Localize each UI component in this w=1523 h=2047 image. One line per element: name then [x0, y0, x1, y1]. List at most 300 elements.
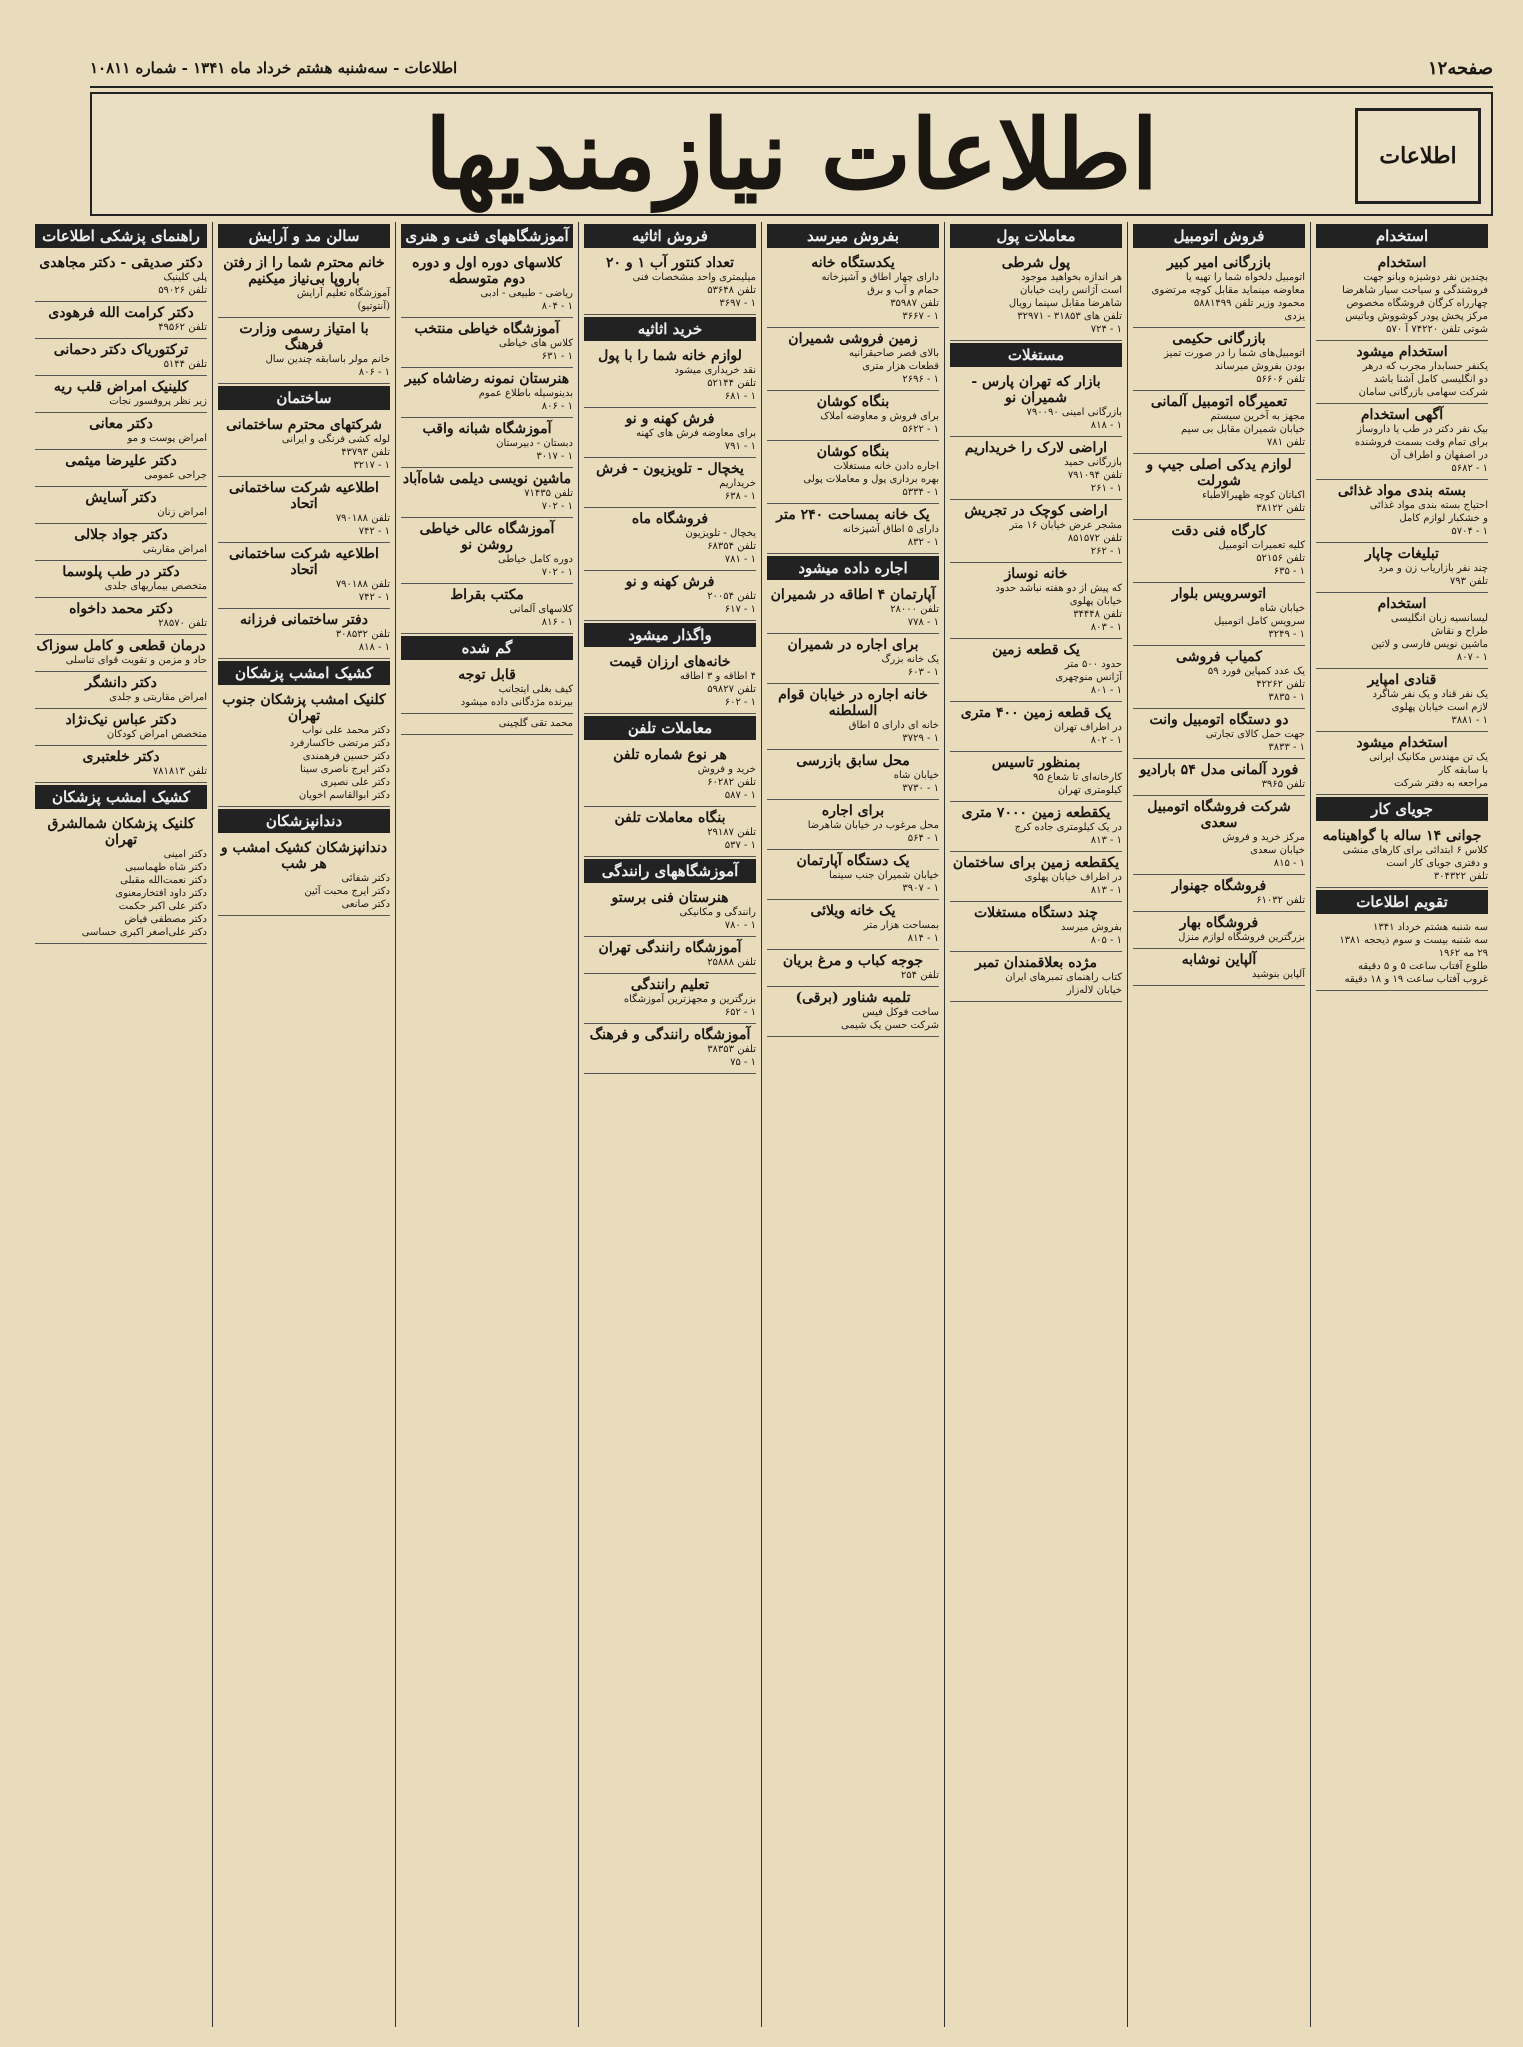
ad-body [1316, 271, 1488, 336]
ad-line: ۴ اطاقه و ۳ اطاقه [679, 671, 756, 682]
ad-line: ۱ - ۷۲۴ [1090, 324, 1122, 335]
ad-body [584, 1043, 756, 1069]
ad-body [767, 460, 939, 499]
ad-line: ۱ - ۷۸۱ [724, 554, 756, 565]
ad-line: خیابان شاه [1259, 603, 1305, 614]
ad-line: آژانس منوچهری [1055, 672, 1122, 683]
ad-line: ۱ - ۳۸۳۳ [1268, 742, 1305, 753]
classified-ad [950, 952, 1122, 1002]
ad-line: مرکز خرید و فروش [1222, 832, 1305, 843]
ad-line: تلفن ۵۱۴۴ [163, 359, 207, 370]
ad-title: فرش کهنه و نو [625, 411, 715, 427]
ad-body [1133, 665, 1305, 704]
classified-ad [584, 744, 756, 807]
classified-ad [767, 391, 939, 441]
ad-title: اطلاعیه شرکت ساختمانی اتحاد [229, 546, 379, 578]
ad-body [584, 427, 756, 453]
ad-line: ۱ - ۸۰۷ [1456, 652, 1488, 663]
classified-ad [35, 487, 207, 524]
ad-title: آپارتمان ۴ اطاقه در شمیران [770, 587, 936, 603]
ad-body [218, 578, 390, 604]
ad-line: بیرنده مژدگانی داده میشود [460, 697, 573, 708]
ad-line: خیابان شمیران مقابل بی سیم [1181, 424, 1305, 435]
issue-line: اطلاعات - سه‌شنبه هشتم خرداد ماه ۱۳۴۱ - شماره ۱۰۸۱۱ [90, 59, 458, 77]
classified-ad [584, 887, 756, 937]
ad-body [35, 506, 207, 519]
ad-body [35, 654, 207, 667]
ad-title: تعداد کنتور آب ۱ و ۲۰ [605, 255, 734, 271]
ad-title: اتوسرویس بلوار [1171, 586, 1267, 602]
ad-line: تلفن ۲۹۱۸۷ [707, 827, 756, 838]
ad-line: تلفن ۵۲۱۴۴ [707, 378, 756, 389]
ad-title: آلپاین نوشابه [1181, 952, 1257, 968]
ad-body [584, 590, 756, 616]
section-heading: راهنمای پزشکی اطلاعات [35, 224, 207, 248]
classified-ad [767, 850, 939, 900]
ad-line: جهت حمل کالای تجارتی [1205, 729, 1305, 740]
ad-title: برای اجاره در شمیران [787, 637, 919, 653]
ad-line: ریاضی - طبیعی - ادبی [480, 288, 573, 299]
ad-title: مژده بعلاقمندان تمبر [974, 955, 1097, 971]
ad-line: ۱ - ۷۸۰ [724, 920, 756, 931]
classified-ad [1316, 341, 1488, 404]
ad-line: اتومبیل‌های شما را در صورت تمیز [1164, 348, 1305, 359]
classified-ad [1133, 875, 1305, 912]
ad-line: ۱ - ۵۶۴ [907, 833, 939, 844]
ad-title: دفتر ساختمانی فرزانه [240, 612, 368, 628]
classified-ad [584, 508, 756, 571]
ad-title: کارگاه فنی دقت [1171, 523, 1267, 539]
ad-title: یکقطعه زمین برای ساختمان [952, 855, 1120, 871]
ad-line: سه شنبه بیست و سوم ذیحجه ۱۳۸۱ [1339, 935, 1488, 946]
classified-ad [584, 458, 756, 508]
classified-ad [767, 684, 939, 750]
ad-body [35, 543, 207, 556]
ad-line: بازرگانی حمید [1064, 457, 1122, 468]
ad-line: در اطراف تهران [1053, 722, 1122, 733]
ad-line: تلفن ۶۰۲۸۲ [707, 777, 756, 788]
ad-line: دکتر امینی [163, 849, 207, 860]
ad-line: تلفن ۸۵۱۵۷۲ [1067, 533, 1122, 544]
ad-body [35, 395, 207, 408]
ad-line: دکتر ایرج محبت آئین [304, 886, 390, 897]
ad-title: آموزشگاه رانندگی و فرهنگ [589, 1027, 751, 1043]
ad-line: کلاسهای آلمانی [509, 604, 573, 615]
ad-line: تلفن ۲۸۰۰۰ [890, 604, 939, 615]
ad-line: آلپاین بنوشید [1251, 969, 1305, 980]
ad-line: ۱ - ۷۹۱ [724, 441, 756, 452]
ad-title: دکتر عباس نیک‌نژاد [65, 712, 177, 728]
ad-line: تلفن ۷۹۰۱۸۸ [335, 513, 390, 524]
ad-line: مجهز به آخرین سیستم [1210, 411, 1305, 422]
column-7 [212, 222, 395, 2027]
ad-line: ۱ - ۳۶۶۷ [902, 311, 939, 322]
classified-ad [401, 252, 573, 318]
ad-title: دکتر کرامت الله فرهودی [48, 305, 194, 321]
ad-body [1316, 921, 1488, 986]
section-heading: مستغلات [950, 343, 1122, 367]
ad-line: تلفن ۷۸۱۸۱۳ [152, 766, 207, 777]
classified-ad [218, 609, 390, 659]
ad-body [401, 717, 573, 730]
ad-line: برای معاوضه فرش های کهنه [636, 428, 756, 439]
ad-body [1316, 751, 1488, 790]
ad-body [35, 848, 207, 939]
ad-line: تلفن ۵۲۱۵۶ [1256, 553, 1305, 564]
ad-line: در اطراف خیابان پهلوی [1024, 872, 1122, 883]
classified-ad [584, 408, 756, 458]
ad-title: اراضی لارک را خریداریم [964, 440, 1108, 456]
classified-ad [1133, 912, 1305, 949]
ad-title: آموزشگاه رانندگی تهران [598, 940, 742, 956]
classified-ad [35, 450, 207, 487]
ad-body [218, 353, 390, 379]
ad-line: متخصص امراض کودکان [106, 729, 207, 740]
ad-line: تلفن ۶۱۰۳۲ [1256, 895, 1305, 906]
ad-line: تلفن ۳۸۱۲۲ [1256, 503, 1305, 514]
ad-body [401, 487, 573, 513]
ad-title: اطلاعیه شرکت ساختمانی اتحاد [229, 480, 379, 512]
ad-body [767, 1006, 939, 1032]
ad-line: معاوضه مینماید مقابل کوچه مرتضوی [1151, 285, 1305, 296]
ad-line: ماشین نویس فارسی و لاتین [1371, 639, 1488, 650]
ad-title: مکتب بقراط [450, 587, 524, 603]
ad-line: ۱ - ۲۶۲ [1090, 546, 1122, 557]
ad-body [218, 628, 390, 654]
classified-ad [950, 371, 1122, 437]
ad-line: ۱ - ۳۲۴۹ [1268, 629, 1305, 640]
ad-line: تلفن ۷۹۱۰۹۴ [1067, 470, 1122, 481]
column-1 [1310, 222, 1493, 2027]
ad-line: تلفن ۷۹۰۱۸۸ [335, 579, 390, 590]
ad-line: چند نفر بازاریاب زن و مرد [1378, 563, 1488, 574]
ad-line: ۱ - ۸۱۴ [907, 933, 939, 944]
ad-line: دوره کامل خیاطی [498, 554, 573, 565]
classified-ad [35, 672, 207, 709]
ad-line: قطعات هزار متری [862, 361, 939, 372]
ad-line: مرکز پخش پودر کوشووش وباتیس [1345, 311, 1488, 322]
ad-title: آموزشگاه شبانه واقب [422, 421, 552, 437]
ad-line: تلفن ۳۸۳۵۳ [707, 1044, 756, 1055]
ad-title: تعلیم رانندگی [630, 977, 710, 993]
ad-line: امراض زنان [157, 507, 207, 518]
ad-title: خانه اجاره در خیابان قوام السلطنه [778, 687, 928, 719]
ad-body [401, 287, 573, 313]
ad-line: خانم مولر باسابقه چندین سال [265, 354, 390, 365]
ad-line: دبستان - دبیرستان [496, 438, 573, 449]
classified-ad [1316, 825, 1488, 888]
ad-line: است آژانس رایت خیابان [1019, 285, 1122, 296]
ad-line: بچندین نفر دوشیزه وبانو جهت [1363, 272, 1488, 283]
ad-line: با سابقه کار [1438, 765, 1488, 776]
ad-title: بازرگانی امیر کبیر [1166, 255, 1272, 271]
ad-title: کلینیک امراض قلب ریه [53, 379, 189, 395]
ad-line: یک نفر قناد و یک نفر شاگرد [1372, 689, 1488, 700]
classified-ad [950, 437, 1122, 500]
ad-line: ۱ - ۸۰۶ [358, 367, 390, 378]
classified-ad [35, 524, 207, 561]
ad-line: چهارراه کرگان فروشگاه مخصوص [1346, 298, 1488, 309]
section-heading: تقویم اطلاعات [1316, 890, 1488, 914]
classified-ad [950, 752, 1122, 802]
ad-title: با امتیاز رسمی وزارت فرهنگ [239, 321, 369, 353]
ad-line: شرکت سهامی بازرگانی سامان [1358, 387, 1488, 398]
classified-ad [950, 639, 1122, 702]
ad-line: و دفتری جویای کار است [1386, 858, 1488, 869]
ad-line: فروشندگی و سیاحت سیار شاهرضا [1342, 285, 1488, 296]
ad-body [767, 769, 939, 795]
ad-title: بنگاه کوشان [816, 394, 890, 410]
column-2 [1127, 222, 1310, 2027]
ad-line: تلفن ۲۵۸۸۸ [707, 957, 756, 968]
ad-body [584, 527, 756, 566]
ad-line: ۱ - ۸۰۲ [1090, 735, 1122, 746]
ad-title: استخدام میشود [1356, 344, 1448, 360]
ad-line: ۱ - ۸۰۱ [1090, 685, 1122, 696]
column-6 [395, 222, 578, 2027]
masthead-title: اطلاعات نیازمندیها [425, 97, 1158, 211]
ad-line: احتیاج بسته بندی مواد غذائی [1369, 500, 1488, 511]
ad-body [584, 906, 756, 932]
ad-line: دکتر مصطفی فیاض [124, 914, 207, 925]
ad-line: کلاس ۶ ابتدائی برای کارهای منشی [1342, 845, 1488, 856]
ad-line: تلفن ۵۳۶۴۸ [707, 285, 756, 296]
ad-title: یک دستگاه آپارتمان [796, 853, 910, 869]
page-header [90, 50, 1493, 88]
classified-ad [1133, 759, 1305, 796]
ad-body [767, 603, 939, 629]
ad-line: حدود ۵۰۰ متر [1064, 659, 1122, 670]
classified-ad [35, 746, 207, 783]
classified-ad [35, 302, 207, 339]
ad-line: میلیمتری واحد مشخصات فنی [632, 272, 756, 283]
classified-ad [1133, 646, 1305, 709]
classified-ad [401, 664, 573, 714]
ad-body [584, 763, 756, 802]
ad-line: ۱ - ۷۰۲ [541, 567, 573, 578]
ad-line: دارای ۵ اطاق آشپزخانه [842, 524, 939, 535]
ad-body [35, 469, 207, 482]
ad-line: دکتر علی اکبر حکمت [118, 901, 207, 912]
ad-line: ۱ - ۷۴۲ [358, 592, 390, 603]
ad-title: فروشگاه جهنوار [1171, 878, 1267, 894]
classified-ad [767, 634, 939, 684]
ad-title: استخدام [1377, 255, 1427, 271]
classified-ad [584, 974, 756, 1024]
ad-title: جوانی ۱۴ ساله با گواهینامه [1322, 828, 1482, 844]
ad-line: تلفن ۴۲۲۶۲ [1256, 679, 1305, 690]
ad-line: خیابان پهلوی [1069, 596, 1122, 607]
ad-body [1133, 539, 1305, 578]
classified-ad [1316, 918, 1488, 991]
classified-ad [767, 441, 939, 504]
ad-line: کلاس های خیاطی [499, 338, 573, 349]
classified-ad [1316, 252, 1488, 341]
classified-ad [584, 1024, 756, 1074]
classified-ad [950, 500, 1122, 563]
ad-title: فروشگاه بهار [1179, 915, 1259, 931]
ad-title: دکتر صدیقی - دکتر مجاهدی [39, 255, 203, 271]
ad-line: بمساحت هزار متر [863, 920, 939, 931]
ad-body [35, 728, 207, 741]
ad-title: لوازم خانه شما را با پول [598, 348, 742, 364]
ad-line: دکتر مرتضی خاکسارفرد [289, 738, 390, 749]
ad-body [767, 819, 939, 845]
ad-title: خانم محترم شما را از رفتن باروپا بی‌نیاز میکنیم [223, 255, 385, 287]
ad-body [218, 724, 390, 802]
ad-line: مشجر عرض خیابان ۱۶ متر [1009, 520, 1122, 531]
classified-ad [767, 328, 939, 391]
ad-body [1316, 612, 1488, 664]
ad-body [401, 437, 573, 463]
ad-title: خانه‌های ارزان قیمت [609, 654, 731, 670]
ad-body [950, 971, 1122, 997]
ad-body [1133, 410, 1305, 449]
ad-body [35, 617, 207, 630]
ad-line: ساخت فوکل فیس [862, 1007, 939, 1018]
ad-line: خیابان لاله‌زار [1066, 985, 1122, 996]
ad-line: پلی کلینیک [163, 272, 207, 283]
ad-line: تلفن ۴۳۷۹۳ [341, 447, 390, 458]
ad-body [950, 771, 1122, 797]
classified-ad [401, 468, 573, 518]
ad-line: شرکت حسن یک شیمی [841, 1020, 939, 1031]
ad-line: ۲۹ مه ۱۹۶۲ [1438, 948, 1488, 959]
classified-ad [1133, 454, 1305, 520]
ad-title: بازرگانی حکیمی [1172, 331, 1266, 347]
ad-line: بودن بفروش میرساند [1215, 361, 1305, 372]
ad-body [35, 358, 207, 371]
ad-line: غروب آفتاب ساعت ۱۹ و ۱۸ دقیقه [1344, 974, 1488, 985]
ad-body [1316, 688, 1488, 727]
ad-line: کارخانه‌ای تا شعاع ۹۵ [1033, 772, 1122, 783]
classified-ad [767, 987, 939, 1037]
ad-line: اکباتان کوچه ظهیرالاطباء [1202, 490, 1305, 501]
ad-line: تلفن ۵۶۶۰۶ [1256, 374, 1305, 385]
ad-title: تبلیغات چاپار [1365, 546, 1439, 562]
ad-line: یزدی [1284, 311, 1305, 322]
ad-line: در اصفهان و اطراف آن [1390, 450, 1488, 461]
column-3 [944, 222, 1127, 2027]
classified-ad [950, 252, 1122, 341]
classified-ad [401, 518, 573, 584]
ad-line: دکتر شفائی [341, 873, 390, 884]
ad-body [35, 271, 207, 297]
ad-line: ۱ - ۳۷۳۰ [902, 783, 939, 794]
column-8 [30, 222, 212, 2027]
ad-line: شوتی تلفن ۷۴۲۲۰ آ ۵۷۰ [1386, 324, 1488, 335]
section-heading: استخدام [1316, 224, 1488, 248]
classified-ad [767, 750, 939, 800]
ad-line: ۱ - ۶۵۲ [724, 1007, 756, 1018]
ad-line: ۱ - ۶۱۷ [724, 604, 756, 615]
ad-body [584, 477, 756, 503]
classified-ad [1133, 949, 1305, 986]
ad-line: ۱ - ۶۳۸ [724, 491, 756, 502]
ad-title: آگهی استخدام [1360, 407, 1444, 423]
ad-body [218, 872, 390, 911]
ad-line: دکتر علی‌اصغر اکبری حساسی [81, 927, 207, 938]
ad-line: خرید و فروش [697, 764, 756, 775]
ad-line: اجاره دادن خانه مستغلات [833, 461, 939, 472]
ad-body [1133, 602, 1305, 641]
ad-body [1316, 844, 1488, 883]
ad-line: تلفن ۲۵۴ [900, 970, 939, 981]
ad-body [1133, 728, 1305, 754]
ad-title: زمین فروشی شمیران [788, 331, 918, 347]
ad-line: ۱ - ۳۰۱۷ [536, 451, 573, 462]
ad-title: بازار که تهران پارس - شمیران نو [971, 374, 1101, 406]
ad-line: محمد تقی گلچینی [498, 718, 573, 729]
ad-title: دکتر خلعتبری [82, 749, 160, 765]
classified-ad [767, 504, 939, 554]
ad-line: ۱ - ۳۲۱۷ [353, 460, 390, 471]
ad-line: سه شنبه هشتم خرداد ۱۳۴۱ [1373, 922, 1488, 933]
ad-body [218, 433, 390, 472]
ad-line: دکتر ابوالقاسم اخویان [298, 790, 390, 801]
ad-body [35, 580, 207, 593]
classified-ad [1133, 328, 1305, 391]
ad-line: بزرگترین و مجهزترین آموزشگاه [623, 994, 756, 1005]
ad-line: ۱ - ۷۵ [730, 1057, 756, 1068]
section-heading: کشیک امشب پزشکان [35, 785, 207, 809]
ad-line: دکتر ایرج ناصری سینا [300, 764, 390, 775]
ad-line: یکنفر حسابدار مجرب که درهر [1362, 361, 1488, 372]
ad-body [584, 364, 756, 403]
classified-ad [218, 689, 390, 807]
ad-body [1133, 931, 1305, 944]
ad-title: دکتر جواد جلالی [74, 527, 168, 543]
ad-title: دکتر علیرضا میثمی [65, 453, 177, 469]
ad-line: یخچال - تلویزیون [685, 528, 756, 539]
ad-line: امراض مقاربتی و جلدی [109, 692, 207, 703]
ad-title: فرش کهنه و نو [625, 574, 715, 590]
ad-body [584, 993, 756, 1019]
ad-body [35, 432, 207, 445]
ad-title: تعمیرگاه اتومبیل آلمانی [1150, 394, 1288, 410]
ad-line: کیف بغلی ایتجانب [498, 684, 573, 695]
ad-title: هنرستان نمونه رضاشاه کبیر [404, 371, 570, 387]
ad-body [1316, 499, 1488, 538]
classified-ad [35, 376, 207, 413]
section-heading: معاملات تلفن [584, 716, 756, 740]
ad-title: اراضی کوچک در تجریش [964, 503, 1108, 519]
ad-title: آموزشگاه خیاطی منتخب [414, 321, 560, 337]
ad-line: جراحی عمومی [144, 470, 207, 481]
ad-body [401, 683, 573, 709]
ad-title: هر نوع شماره تلفن [613, 747, 727, 763]
classified-ad [767, 584, 939, 634]
ad-line: ۱ - ۸۰۶ [541, 401, 573, 412]
ad-body [584, 956, 756, 969]
ad-line: ۱ - ۸۰۵ [1090, 935, 1122, 946]
ad-body [218, 512, 390, 538]
ad-line: ۱ - ۳۸۳۵ [1268, 692, 1305, 703]
ad-line: (آنتوتیو) [357, 301, 390, 312]
ad-title: هنرستان فنی برستو [611, 890, 729, 906]
ad-line: تلفن های ۳۱۸۵۳ - ۳۲۹۷۱ [1017, 311, 1122, 322]
ad-body [401, 387, 573, 413]
ad-body [950, 456, 1122, 495]
ad-line: ۱ - ۵۳۳۴ [902, 487, 939, 498]
ad-body [767, 969, 939, 982]
ad-body [767, 347, 939, 386]
ad-line: تلفن ۲۸۵۷۰ [158, 618, 207, 629]
ad-title: درمان قطعی و کامل سوزاک [36, 638, 206, 654]
ad-title: فورد آلمانی مدل ۵۴ بارادیو [1139, 762, 1299, 778]
ad-line: یک خانه بزرگ [881, 654, 939, 665]
ad-line: محمود وزیر تلفن ۵۸۸۱۴۹۹ [1193, 298, 1305, 309]
